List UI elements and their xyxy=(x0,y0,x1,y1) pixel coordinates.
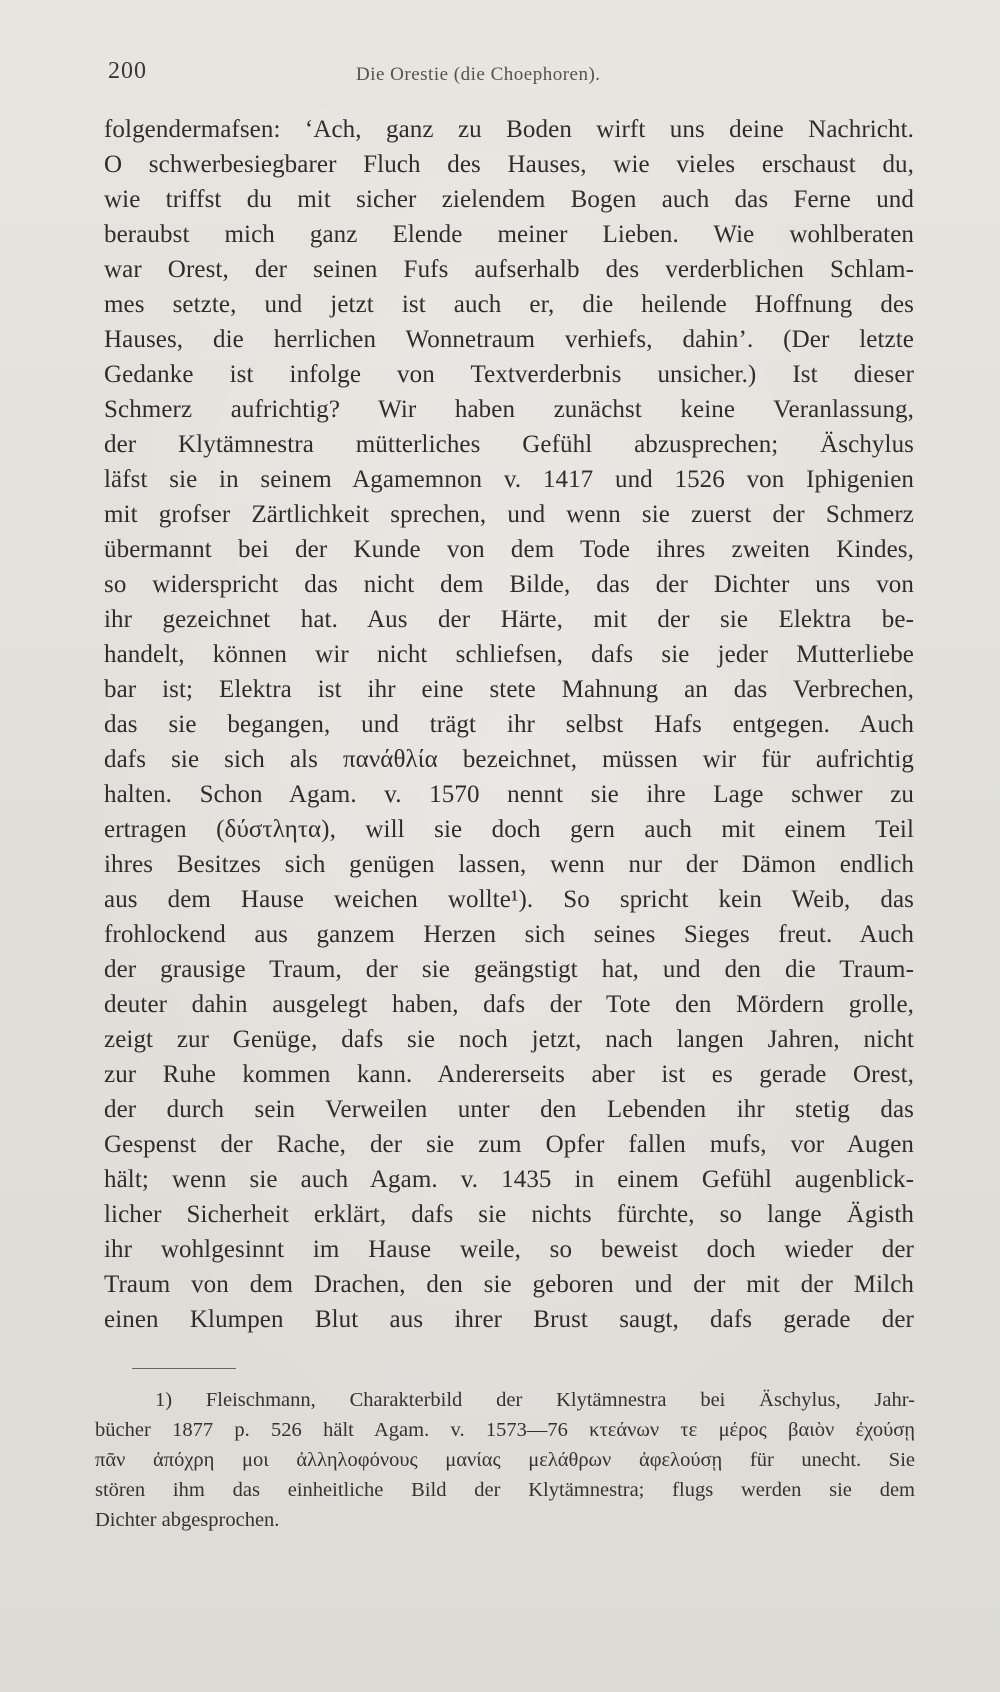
body-line: beraubst mich ganz Elende meiner Lieben. Wie wohlberaten xyxy=(104,221,914,248)
body-line: Traum von dem Drachen, den sie geboren und der mit der Milch xyxy=(104,1271,914,1298)
body-line: zur Ruhe kommen kann. Andererseits aber ist es gerade Orest, xyxy=(104,1061,914,1088)
body-line: einen Klumpen Blut aus ihrer Brust saugt, dafs gerade der xyxy=(104,1306,914,1333)
body-line: ihr gezeichnet hat. Aus der Härte, mit der sie Elektra be- xyxy=(104,606,914,633)
body-line: aus dem Hause weichen wollte¹). So spricht kein Weib, das xyxy=(104,886,914,913)
footnote-line: stören ihm das einheitliche Bild der Klytämnestra; flugs werden sie dem xyxy=(95,1479,915,1501)
body-line: wie triffst du mit sicher zielendem Bogen auch das Ferne und xyxy=(104,186,914,213)
body-line: Schmerz aufrichtig? Wir haben zunächst keine Veranlassung, xyxy=(104,396,914,423)
body-line: Gespenst der Rache, der sie zum Opfer fallen mufs, vor Augen xyxy=(104,1131,914,1158)
body-line: handelt, können wir nicht schliefsen, dafs sie jeder Mutterliebe xyxy=(104,641,914,668)
body-line: der durch sein Verweilen unter den Lebenden ihr stetig das xyxy=(104,1096,914,1123)
body-line: läfst sie in seinem Agamemnon v. 1417 und 1526 von Iphigenien xyxy=(104,466,914,493)
footnote-line: Dichter abgesprochen. xyxy=(95,1509,280,1531)
body-line: das sie begangen, und trägt ihr selbst Hafs entgegen. Auch xyxy=(104,711,914,738)
body-line: der grausige Traum, der sie geängstigt hat, und den die Traum- xyxy=(104,956,914,983)
body-line: frohlockend aus ganzem Herzen sich seines Sieges freut. Auch xyxy=(104,921,914,948)
footnotes xyxy=(95,1385,915,1535)
body-line: zeigt zur Genüge, dafs sie noch jetzt, nach langen Jahren, nicht xyxy=(104,1026,914,1053)
body-line: der Klytämnestra mütterliches Gefühl abzusprechen; Äschylus xyxy=(104,431,914,458)
page-number: 200 xyxy=(108,58,147,84)
body-line: O schwerbesiegbarer Fluch des Hauses, wie vieles erschaust du, xyxy=(104,151,914,178)
body-line: deuter dahin ausgelegt haben, dafs der Tote den Mördern grolle, xyxy=(104,991,914,1018)
body-line: mes setzte, und jetzt ist auch er, die heilende Hoffnung des xyxy=(104,291,914,318)
body-line: war Orest, der seinen Fufs aufserhalb des verderblichen Schlam- xyxy=(104,256,914,283)
body-line: bar ist; Elektra ist ihr eine stete Mahnung an das Verbrechen, xyxy=(104,676,914,703)
body-line: mit grofser Zärtlichkeit sprechen, und wenn sie zuerst der Schmerz xyxy=(104,501,914,528)
body-line: hält; wenn sie auch Agam. v. 1435 in einem Gefühl augenblick- xyxy=(104,1166,914,1193)
body-line: übermannt bei der Kunde von dem Tode ihres zweiten Kindes, xyxy=(104,536,914,563)
body-line: halten. Schon Agam. v. 1570 nennt sie ihre Lage schwer zu xyxy=(104,781,914,808)
footnote-line: bücher 1877 p. 526 hält Agam. v. 1573—76 κτεάνων τε μέρος βαιὸν ἐχούσῃ xyxy=(95,1419,915,1441)
footnote-rule xyxy=(132,1368,236,1369)
footnote-line: 1) Fleischmann, Charakterbild der Klytämnestra bei Äschylus, Jahr- xyxy=(155,1389,915,1411)
body-line: ertragen (δύστλητα), will sie doch gern auch mit einem Teil xyxy=(104,816,914,843)
body-line: folgendermafsen: ‘Ach, ganz zu Boden wirft uns deine Nachricht. xyxy=(104,116,914,143)
body-line: licher Sicherheit erklärt, dafs sie nichts fürchte, so lange Ägisth xyxy=(104,1201,914,1228)
body-line: Gedanke ist infolge von Textverderbnis unsicher.) Ist dieser xyxy=(104,361,914,388)
page-header xyxy=(108,58,908,98)
footnote-line: πᾶν ἀπόχρη μοι ἀλληλοφόνους μανίας μελάθρων ἀφελούσῃ für unecht. Sie xyxy=(95,1449,915,1471)
body-line: ihres Besitzes sich genügen lassen, wenn nur der Dämon endlich xyxy=(104,851,914,878)
body-line: so widerspricht das nicht dem Bilde, das der Dichter uns von xyxy=(104,571,914,598)
body-line: Hauses, die herrlichen Wonnetraum verhiefs, dahin’. (Der letzte xyxy=(104,326,914,353)
running-title: Die Orestie (die Choephoren). xyxy=(356,64,601,85)
body-line: ihr wohlgesinnt im Hause weile, so beweist doch wieder der xyxy=(104,1236,914,1263)
body-line: dafs sie sich als πανάθλία bezeichnet, müssen wir für aufrichtig xyxy=(104,746,914,773)
body-text xyxy=(104,112,914,1337)
